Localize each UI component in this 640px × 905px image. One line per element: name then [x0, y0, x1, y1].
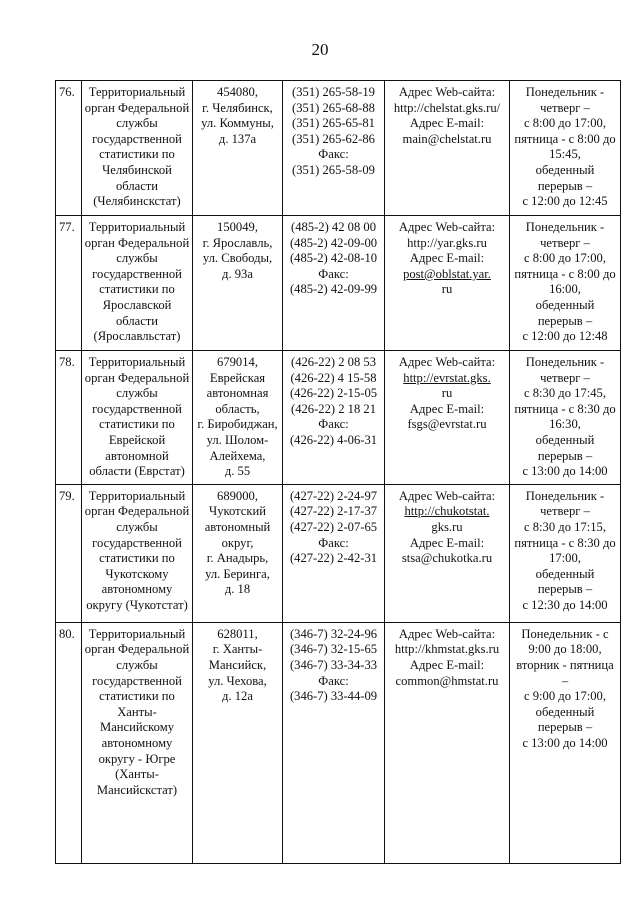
web-email-cell: [385, 484, 510, 622]
web-email-cell: [385, 216, 510, 351]
address-line: д. 93а: [222, 266, 253, 281]
table-row: [56, 351, 621, 485]
name-line: Еврейской: [108, 432, 166, 447]
web-line: Адрес Web-сайта:: [398, 355, 496, 369]
name-line: государственной: [92, 401, 182, 416]
name-line: (Ярославльстат): [93, 329, 181, 344]
web-line: ru: [441, 282, 453, 297]
web-email-cell: [385, 622, 510, 863]
web-line[interactable]: stsa@chukotka.ru: [401, 551, 493, 566]
hours-line: перерыв –: [537, 720, 593, 735]
web-line[interactable]: http://chukotstat.: [404, 504, 490, 519]
hours-line: обеденный: [535, 704, 595, 719]
web-line[interactable]: http://evrstat.gks.: [403, 370, 491, 385]
phones-line: (426-22) 2 08 53: [291, 355, 376, 369]
phones-line: (485-2) 42-08-10: [289, 251, 378, 266]
hours-line: четверг –: [540, 504, 590, 519]
hours-line: с 13:00 до 14:00: [522, 735, 608, 750]
table-row: [56, 622, 621, 863]
working-hours-cell: [510, 484, 621, 622]
postal-address-cell: [193, 216, 283, 351]
table-row: [56, 81, 621, 216]
address-line: Чукотский: [209, 504, 266, 519]
name-line: области: [115, 178, 159, 193]
name-line: орган Федеральной: [84, 100, 190, 115]
hours-line: обеденный: [535, 432, 595, 447]
name-line: Челябинской: [102, 162, 172, 177]
name-line: службы: [116, 251, 158, 266]
postal-address-cell: [193, 484, 283, 622]
hours-line: с 13:00 до 14:00: [522, 464, 608, 479]
name-line: Территориальный: [88, 626, 186, 641]
phones-line: (351) 265-62-86: [292, 131, 375, 146]
phones-line: (426-22) 2 18 21: [291, 401, 376, 416]
phones-line: (351) 265-58-19: [292, 85, 375, 99]
name-line: автономной: [105, 448, 169, 463]
phones-line: (426-22) 4 15-58: [290, 370, 377, 385]
name-line: службы: [116, 519, 158, 534]
row-number: 80.: [56, 622, 82, 863]
phones-cell: [283, 622, 385, 863]
address-line: д. 18: [224, 582, 251, 597]
hours-line: с 12:30 до 14:00: [522, 597, 608, 612]
web-line[interactable]: http://chelstat.gks.ru/: [393, 100, 501, 115]
name-line: Мансийскстат): [96, 782, 178, 797]
web-line: Адрес E-mail:: [409, 401, 485, 416]
postal-address-cell: [193, 81, 283, 216]
address-line: область,: [215, 401, 260, 416]
name-line: автономному: [101, 735, 173, 750]
name-line: (Ханты-: [115, 767, 159, 782]
name-line: автономному: [101, 582, 173, 597]
organization-name-cell: [82, 351, 193, 485]
phones-line: Факс:: [318, 535, 349, 550]
phones-line: (346-7) 33-34-33: [289, 657, 378, 672]
hours-line: обеденный: [535, 566, 595, 581]
table-row: [56, 216, 621, 351]
hours-line: –: [561, 673, 569, 688]
address-line: ул. Беринга,: [205, 566, 270, 581]
name-line: службы: [116, 657, 158, 672]
phones-line: (485-2) 42-09-99: [289, 282, 378, 297]
page-number: 20: [311, 40, 329, 59]
row-number: 76.: [56, 81, 82, 216]
name-line: государственной: [92, 131, 182, 146]
hours-line: Понедельник -: [525, 355, 605, 369]
hours-line: перерыв –: [537, 582, 593, 597]
address-line: Алейхема,: [209, 448, 266, 463]
web-line: Адрес Web-сайта:: [398, 626, 496, 641]
web-line: Адрес Web-сайта:: [398, 220, 496, 234]
phones-line: (427-22) 2-42-31: [289, 551, 378, 566]
hours-line: Понедельник - с: [521, 626, 609, 641]
web-line: Адрес E-mail:: [409, 251, 485, 266]
table-row: [56, 484, 621, 622]
web-line[interactable]: common@hmstat.ru: [395, 673, 499, 688]
address-line: ул. Чехова,: [208, 673, 267, 688]
web-line: Адрес Web-сайта:: [398, 85, 496, 99]
address-line: г. Челябинск,: [202, 100, 273, 115]
address-line: 454080,: [217, 85, 258, 99]
phones-line: (351) 265-58-09: [292, 162, 375, 177]
hours-line: 15:45,: [549, 147, 581, 162]
name-line: Территориальный: [88, 220, 186, 234]
address-line: автономный: [204, 519, 271, 534]
address-line: ул. Шолом-: [206, 432, 269, 447]
name-line: Ханты-: [117, 704, 157, 719]
phones-line: (427-22) 2-17-37: [289, 504, 378, 519]
hours-line: обеденный: [535, 297, 595, 312]
name-line: статистики по: [99, 551, 175, 566]
phones-line: (351) 265-65-81: [292, 116, 375, 131]
hours-line: с 9:00 до 17:00,: [524, 689, 606, 704]
name-line: орган Федеральной: [84, 235, 190, 250]
phones-cell: [283, 81, 385, 216]
name-line: службы: [116, 116, 158, 131]
working-hours-cell: [510, 351, 621, 485]
web-line: Адрес E-mail:: [409, 657, 485, 672]
web-line[interactable]: main@chelstat.ru: [402, 131, 492, 146]
phones-line: Факс:: [318, 266, 349, 281]
working-hours-cell: [510, 622, 621, 863]
address-line: 689000,: [217, 488, 258, 503]
hours-line: Понедельник -: [525, 220, 605, 234]
hours-line: Понедельник -: [525, 488, 605, 503]
web-line[interactable]: http://khmstat.gks.ru: [394, 642, 500, 657]
name-line: Территориальный: [88, 85, 186, 99]
name-line: области (Еврстат): [89, 464, 185, 479]
hours-line: 16:00,: [549, 282, 581, 297]
hours-line: перерыв –: [537, 448, 593, 463]
organization-name-cell: [82, 622, 193, 863]
hours-line: пятница - с 8:30 до: [514, 401, 616, 416]
address-line: Еврейская: [209, 370, 266, 385]
web-line: gks.ru: [431, 519, 463, 534]
hours-line: четверг –: [540, 100, 590, 115]
hours-line: вторник - пятница: [516, 657, 614, 672]
web-line[interactable]: fsgs@evrstat.ru: [407, 417, 487, 432]
working-hours-cell: [510, 81, 621, 216]
hours-line: с 12:00 до 12:45: [522, 194, 608, 209]
hours-line: четверг –: [540, 235, 590, 250]
postal-address-cell: [193, 622, 283, 863]
hours-line: обеденный: [535, 162, 595, 177]
row-number: 78.: [56, 351, 82, 485]
phones-line: (351) 265-68-88: [292, 100, 375, 115]
web-line[interactable]: http://yar.gks.ru: [407, 235, 487, 250]
web-line: Адрес E-mail:: [409, 116, 485, 131]
web-line: Адрес E-mail:: [409, 535, 485, 550]
address-line: д. 12а: [222, 689, 253, 704]
address-line: Мансийск,: [208, 657, 267, 672]
phones-line: (426-22) 2-15-05: [289, 386, 378, 401]
address-line: округ,: [221, 535, 254, 550]
name-line: статистики по: [99, 282, 175, 297]
phones-cell: [283, 351, 385, 485]
hours-line: с 8:00 до 17:00,: [524, 116, 606, 131]
address-line: г. Ханты-: [212, 642, 263, 657]
web-line: Адрес Web-сайта:: [398, 488, 496, 503]
hours-line: пятница - с 8:30 до: [514, 535, 616, 550]
name-line: статистики по: [99, 689, 175, 704]
postal-address-cell: [193, 351, 283, 485]
row-number: 79.: [56, 484, 82, 622]
directory-table: [55, 80, 621, 864]
name-line: службы: [116, 386, 158, 401]
web-email-cell: [385, 81, 510, 216]
phones-line: (346-7) 33-44-09: [289, 689, 378, 704]
hours-line: 9:00 до 18:00,: [528, 642, 602, 657]
name-line: орган Федеральной: [84, 370, 190, 385]
hours-line: четверг –: [540, 370, 590, 385]
phones-line: (427-22) 2-24-97: [289, 488, 378, 503]
name-line: орган Федеральной: [84, 642, 190, 657]
hours-line: 17:00,: [549, 551, 581, 566]
address-line: автономная: [206, 386, 269, 401]
hours-line: перерыв –: [537, 178, 593, 193]
name-line: Территориальный: [88, 355, 186, 369]
organization-name-cell: [82, 81, 193, 216]
web-line[interactable]: post@oblstat.yar.: [403, 266, 491, 281]
address-line: ул. Свободы,: [202, 251, 273, 266]
name-line: Территориальный: [88, 488, 186, 503]
hours-line: пятница - с 8:00 до: [514, 266, 616, 281]
phones-line: (426-22) 4-06-31: [289, 432, 378, 447]
address-line: 628011,: [217, 626, 258, 641]
address-line: г. Биробиджан,: [197, 417, 278, 432]
name-line: Чукотскому: [105, 566, 169, 581]
name-line: статистики по: [99, 147, 175, 162]
phones-line: Факс:: [318, 147, 349, 162]
address-line: д. 55: [224, 464, 251, 479]
working-hours-cell: [510, 216, 621, 351]
phones-line: (485-2) 42-09-00: [289, 235, 378, 250]
address-line: ул. Коммуны,: [201, 116, 274, 131]
hours-line: с 8:30 до 17:15,: [524, 519, 606, 534]
hours-line: с 8:30 до 17:45,: [524, 386, 606, 401]
phones-line: (485-2) 42 08 00: [291, 220, 376, 234]
phones-line: (346-7) 32-15-65: [289, 642, 378, 657]
row-number: 77.: [56, 216, 82, 351]
hours-line: с 8:00 до 17:00,: [524, 251, 606, 266]
phones-cell: [283, 484, 385, 622]
address-line: д. 137а: [218, 131, 257, 146]
organization-name-cell: [82, 484, 193, 622]
address-line: г. Ярославль,: [202, 235, 273, 250]
phones-line: Факс:: [318, 417, 349, 432]
name-line: (Челябинскстат): [93, 194, 181, 209]
name-line: Мансийскому: [100, 720, 174, 735]
name-line: государственной: [92, 673, 182, 688]
hours-line: перерыв –: [537, 313, 593, 328]
web-email-cell: [385, 351, 510, 485]
name-line: орган Федеральной: [84, 504, 190, 519]
name-line: государственной: [92, 266, 182, 281]
name-line: статистики по: [99, 417, 175, 432]
phones-cell: [283, 216, 385, 351]
web-line: ru: [441, 386, 453, 401]
name-line: Ярославской: [102, 297, 172, 312]
name-line: округу - Югре: [98, 751, 176, 766]
name-line: государственной: [92, 535, 182, 550]
hours-line: Понедельник -: [525, 85, 605, 99]
hours-line: 16:30,: [549, 417, 581, 432]
organization-name-cell: [82, 216, 193, 351]
phones-line: (346-7) 32-24-96: [289, 626, 378, 641]
name-line: области: [115, 313, 159, 328]
address-line: г. Анадырь,: [206, 551, 269, 566]
hours-line: пятница - с 8:00 до: [514, 131, 616, 146]
address-line: 150049,: [217, 220, 258, 234]
phones-line: Факс:: [318, 673, 349, 688]
hours-line: с 12:00 до 12:48: [522, 329, 608, 344]
phones-line: (427-22) 2-07-65: [289, 519, 378, 534]
address-line: 679014,: [217, 355, 258, 369]
name-line: округу (Чукотстат): [86, 597, 188, 612]
